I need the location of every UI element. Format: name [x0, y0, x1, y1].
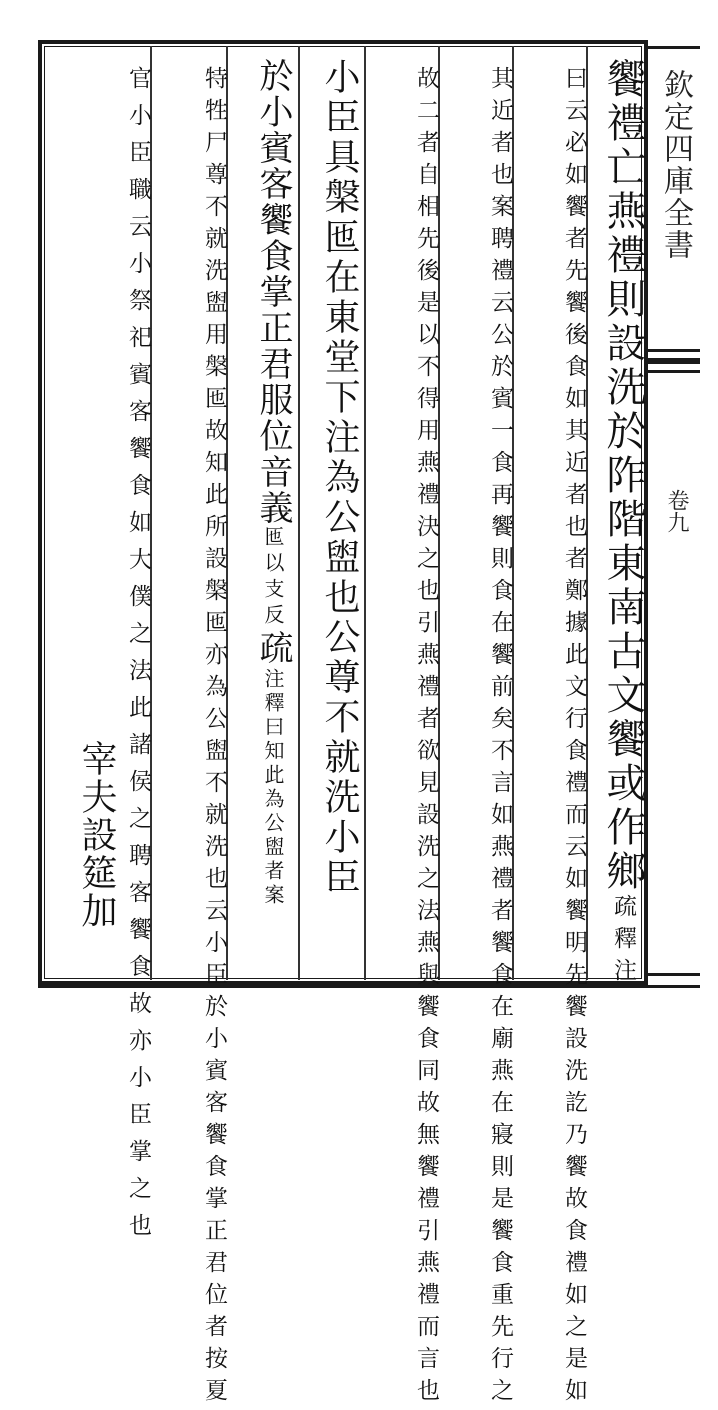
annotation-line-right: 其近者也案聘禮云公於賓一食再饗則食在饗前矣: [487, 66, 513, 738]
annotation-line-right: 曰云必如饗者先饗後食如其近者也者鄭據此文行: [561, 66, 587, 738]
main-text: 饗禮亡燕禮則設洗於阼階東南古文饗或作鄉: [600, 58, 646, 894]
column-divider: [298, 46, 300, 980]
annotation-line-left: 法此諸侯之聘客饗食故亦小臣掌之也: [125, 658, 151, 1250]
annotation-line-left: 欲見設洗之法燕與饗食同故無饗禮引燕禮而言也: [413, 738, 439, 1410]
volume-label: 卷九: [664, 489, 689, 533]
annotation-line-right: 特牲尸尊不就洗盥用槃匜故知此所設槃匜亦為公: [201, 66, 227, 738]
column-divider: [364, 46, 366, 980]
margin-strip: [648, 46, 700, 976]
main-text: 於小賓客饗食掌正君服位: [253, 58, 293, 454]
annotation-line-left: 食禮而云如饗明先饗設洗訖乃饗故食禮如之是如: [561, 738, 587, 1410]
main-text: 小臣具槃匜在東堂下注為公盥也公尊不就洗小臣: [319, 58, 360, 898]
annotation-line-right: 官小臣職云小祭祀賓客饗食如大僕之: [125, 66, 151, 658]
shu-label: 疏: [253, 630, 293, 668]
book-title: 欽定四庫全書: [658, 69, 693, 261]
annotation-line-left: 盥不就洗也云小臣於小賓客饗食掌正君位者按夏: [201, 738, 227, 1410]
annotation-line-right: 故二者自相先後是以不得用燕禮決之也引燕禮者: [413, 66, 439, 738]
column-2: [514, 58, 587, 1410]
annotation-text: 疏釋注: [610, 894, 636, 990]
main-text: 宰夫設筵加: [76, 740, 117, 930]
column-6: [228, 58, 298, 978]
column-7: [152, 58, 227, 1410]
annotation-text: 注釋曰知此為公盥者案: [261, 668, 285, 908]
column-3: [440, 58, 513, 1410]
annotation-text: 匜以支反: [261, 526, 285, 630]
fishtail-mark: [648, 349, 700, 373]
column-8-tail: [60, 740, 120, 976]
column-1: [588, 58, 646, 990]
column-5: [300, 58, 364, 978]
yinyi-label: 音義: [253, 454, 293, 526]
column-4: [366, 58, 439, 1410]
annotation-line-left: 不言如燕禮者饗食在廟燕在寢則是饗食重先行之: [487, 738, 513, 1410]
